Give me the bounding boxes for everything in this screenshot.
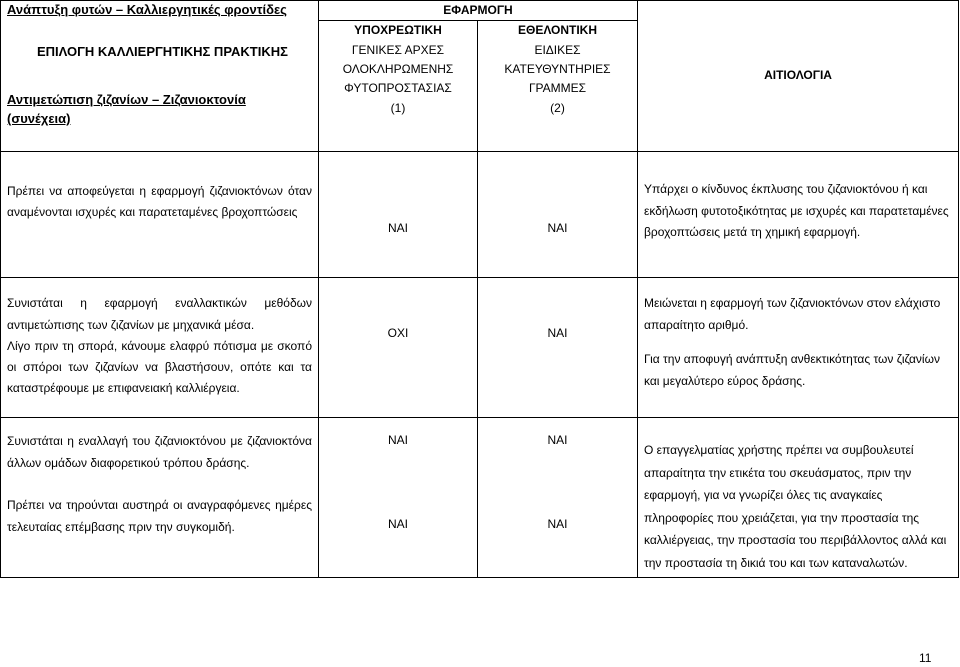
mandatory-cell: ΝΑΙ xyxy=(319,152,478,278)
justification-header: ΑΙΤΙΟΛΟΓΙΑ xyxy=(638,1,959,152)
voluntary-cell: ΝΑΙ xyxy=(478,278,638,418)
justification-cell: Υπάρχει ο κίνδυνος έκπλυσης του ζιζανιοκτόνου ή και εκδήλωση φυτοτοξικότητας με ισχυρές και παρατεταμένες βροχοπτώσεις μετά τη χημική εφαρμογή. xyxy=(638,152,959,278)
table-row xyxy=(1,152,959,278)
voluntary-header: ΕΘΕΛΟΝΤΙΚΗ ΕΙΔΙΚΕΣ ΚΑΤΕΥΘΥΝΤΗΡΙΕΣ ΓΡΑΜΜΕΣ (2) xyxy=(478,21,638,152)
practice-cell: Συνιστάται η εναλλαγή του ζιζανιοκτόνου με ζιζανιοκτόνα άλλων ομάδων διαφορετικού τρόπου δράσης. Πρέπει να τηρούνται αυστηρά οι αναγραφόμενες ημέρες τελευταίας επέμβασης πριν την συγκομιδή. xyxy=(1,418,319,578)
voluntary-cell: ΝΑΙ ΝΑΙ xyxy=(478,418,638,578)
practice-cell: Πρέπει να αποφεύγεται η εφαρμογή ζιζανιοκτόνων όταν αναμένονται ισχυρές και παρατεταμένες βροχοπτώσεις xyxy=(1,152,319,278)
mandatory-cell: ΟΧΙ xyxy=(319,278,478,418)
application-header: ΕΦΑΡΜΟΓΗ xyxy=(319,1,638,21)
voluntary-cell: ΝΑΙ xyxy=(478,152,638,278)
page-number: 11 xyxy=(919,651,932,665)
table-row xyxy=(1,418,959,578)
mandatory-cell: ΝΑΙ ΝΑΙ xyxy=(319,418,478,578)
practice-cell: Συνιστάται η εφαρμογή εναλλακτικών μεθόδων αντιμετώπισης των ζιζανίων με μηχανικά μέσα. Λίγο πριν τη σπορά, κάνουμε ελαφρύ πότισμα με σκοπό οι σπόροι των ζιζανίων να βλαστήσουν, οπότε και τα καταστρέφουμε με επιφανειακή καλλιέργεια. xyxy=(1,278,319,418)
subsection-title: Αντιμετώπιση ζιζανίων – Ζιζανιοκτονία (συνέχεια) xyxy=(7,91,246,126)
mandatory-header: ΥΠΟΧΡΕΩΤΙΚΗ ΓΕΝΙΚΕΣ ΑΡΧΕΣ ΟΛΟΚΛΗΡΩΜΕΝΗΣ ΦΥΤΟΠΡΟΣΤΑΣΙΑΣ (1) xyxy=(319,21,478,152)
practice-column-header: ΕΠΙΛΟΓΗ ΚΑΛΛΙΕΡΓΗΤΙΚΗΣ ΠΡΑΚΤΙΚΗΣ xyxy=(37,44,288,60)
table-row xyxy=(1,278,959,418)
justification-cell: Ο επαγγελματίας χρήστης πρέπει να συμβουλευτεί απαραίτητα την ετικέτα του σκευάσματος, πριν την εφαρμογή, για να γνωρίζει όλες τις αναγκαίες πληροφορίες που χρειάζεται, για την προστασία της καλλιέργειας, την προστασία του περιβάλλοντος αλλά και την προστασία τη δικιά του και των καταναλωτών. xyxy=(638,418,959,578)
justification-cell: Μειώνεται η εφαρμογή των ζιζανιοκτόνων στον ελάχιστο απαραίτητο αριθμό. Για την αποφυγή ανάπτυξη ανθεκτικότητας των ζιζανίων και μεγαλύτερο εύρος δράσης. xyxy=(638,278,959,418)
header-practice-cell xyxy=(1,1,319,152)
section-title: Ανάπτυξη φυτών – Καλλιεργητικές φροντίδες xyxy=(7,2,287,17)
